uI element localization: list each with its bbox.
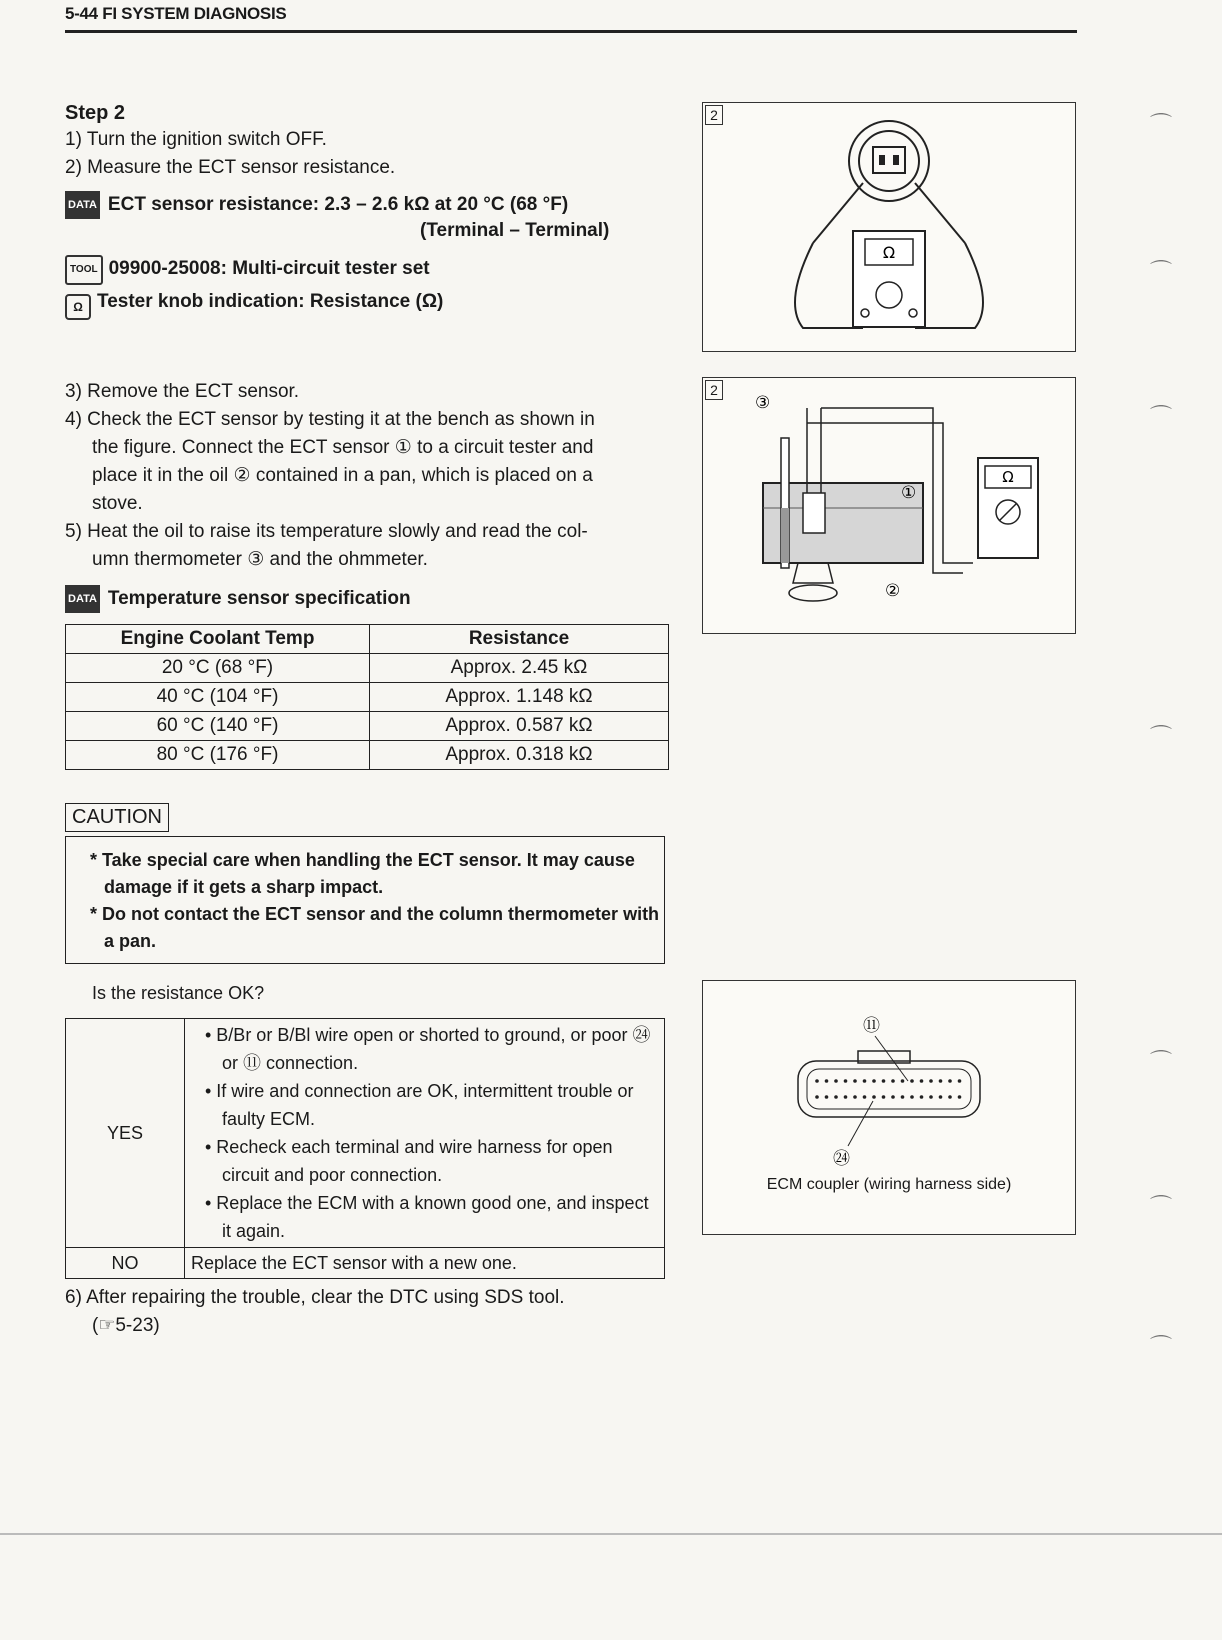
- list-item: • B/Br or B/Bl wire open or shorted to ground, or poor ㉔ or ⑪ connection.: [205, 1025, 651, 1073]
- temp-cell: 80 °C (176 °F): [66, 741, 370, 770]
- table-row: [66, 741, 669, 770]
- resistance-line-2: (Terminal – Terminal): [420, 220, 610, 241]
- data-badge: DATA: [65, 191, 100, 219]
- temp-cell: 40 °C (104 °F): [66, 683, 370, 712]
- coupler-pin: [815, 1079, 819, 1083]
- step3: 3) Remove the ECT sensor.: [65, 381, 300, 402]
- coupler-pin: [853, 1095, 857, 1099]
- coupler-pin: [901, 1095, 905, 1099]
- pin-grid: [815, 1079, 961, 1099]
- step5-line-1: 5) Heat the oil to raise its temperature slowly and read the col-: [65, 521, 588, 542]
- coupler-pin: [872, 1079, 876, 1083]
- step4-line-1: 4) Check the ECT sensor by testing it at the bench as shown in: [65, 409, 595, 430]
- coupler-pin: [825, 1095, 829, 1099]
- coupler-pin: [882, 1095, 886, 1099]
- tool-line: 09900-25008: Multi-circuit tester set: [108, 258, 430, 279]
- step2-item-2: 2) Measure the ECT sensor resistance.: [65, 157, 396, 178]
- coupler-pin: [872, 1095, 876, 1099]
- resistance-cell: Approx. 0.587 kΩ: [370, 712, 669, 741]
- question-text: Is the resistance OK?: [92, 983, 265, 1003]
- label-1: ①: [901, 483, 917, 503]
- figure-caption: ECM coupler (wiring harness side): [766, 1176, 1012, 1193]
- coupler-pin: [891, 1095, 895, 1099]
- temp-cell: 20 °C (68 °F): [66, 654, 370, 683]
- coupler-pin: [844, 1079, 848, 1083]
- ohm-symbol: Ω: [882, 243, 896, 262]
- temp-cell: 60 °C (140 °F): [66, 712, 370, 741]
- step5-line-2: umn thermometer ③ and the ohmmeter.: [92, 549, 428, 570]
- list-item: • Replace the ECM with a known good one, and inspect it again.: [205, 1193, 649, 1241]
- figure-number: 2: [705, 380, 723, 400]
- list-item: • Recheck each terminal and wire harness for open circuit and poor connection.: [205, 1137, 613, 1185]
- coupler-pin: [882, 1079, 886, 1083]
- caution-label: CAUTION: [65, 803, 169, 832]
- table-row: [66, 1019, 665, 1248]
- coupler-pin: [939, 1095, 943, 1099]
- figure-bench-test: [702, 377, 1076, 634]
- no-label: NO: [66, 1248, 185, 1279]
- figure-resistance-measurement: [702, 102, 1076, 352]
- figure-number: 2: [705, 105, 723, 125]
- list-item: • If wire and connection are OK, intermittent trouble or faulty ECM.: [205, 1081, 634, 1129]
- result-table: [65, 1018, 665, 1279]
- caution-item: * Take special care when handling the ECT sensor. It may cause damage if it gets a sharp impact.: [90, 850, 635, 897]
- step6-line-2: (☞5-23): [92, 1315, 160, 1336]
- ohm-symbol: Ω: [1002, 468, 1014, 486]
- caution-box: [65, 836, 665, 964]
- temp-spec-text: Temperature sensor specification: [107, 588, 411, 609]
- margin-mark: ⌒: [1150, 1049, 1173, 1074]
- margin-mark: ⌒: [1150, 259, 1173, 284]
- coupler-pin: [863, 1079, 867, 1083]
- label-11: ⑪: [863, 1016, 880, 1036]
- step6-line-1: 6) After repairing the trouble, clear the DTC using SDS tool.: [65, 1287, 565, 1308]
- step2-item-1: 1) Turn the ignition switch OFF.: [65, 129, 327, 150]
- figure-ecm-coupler: [702, 980, 1076, 1235]
- coupler-pin: [825, 1079, 829, 1083]
- table-header: Resistance: [370, 625, 669, 654]
- margin-mark: ⌒: [1150, 724, 1173, 749]
- knob-line: Tester knob indication: Resistance (Ω): [97, 291, 444, 312]
- margin-mark: ⌒: [1150, 112, 1173, 137]
- caution-item: * Do not contact the ECT sensor and the column thermometer with a pan.: [90, 904, 660, 951]
- step4-line-3: place it in the oil ② contained in a pan, which is placed on a: [92, 465, 593, 486]
- coupler-pin: [948, 1095, 952, 1099]
- tool-spec: [65, 255, 430, 285]
- knob-spec: [65, 290, 443, 320]
- resistance-line-1: ECT sensor resistance: 2.3 – 2.6 kΩ at 20 °C (68 °F): [107, 194, 569, 215]
- label-2: ②: [885, 581, 901, 601]
- label-24: ㉔: [833, 1149, 850, 1169]
- margin-mark: ⌒: [1150, 1334, 1173, 1359]
- coupler-pin: [815, 1095, 819, 1099]
- coupler-pin: [853, 1079, 857, 1083]
- resistance-cell: Approx. 1.148 kΩ: [370, 683, 669, 712]
- table-row: [66, 712, 669, 741]
- coupler-pin: [901, 1079, 905, 1083]
- table-header: Engine Coolant Temp: [66, 625, 370, 654]
- page-bottom-line: [0, 1533, 1222, 1535]
- margin-mark: ⌒: [1150, 1194, 1173, 1219]
- coupler-pin: [929, 1079, 933, 1083]
- coupler-pin: [834, 1079, 838, 1083]
- coupler-pin: [958, 1095, 962, 1099]
- tool-badge: TOOL: [65, 255, 103, 285]
- ecm-coupler-diagram: [703, 981, 1075, 1181]
- no-action: Replace the ECT sensor with a new one.: [185, 1248, 665, 1279]
- coupler-pin: [910, 1079, 914, 1083]
- ect-resistance-spec: [65, 191, 568, 219]
- resistance-cell: Approx. 2.45 kΩ: [370, 654, 669, 683]
- step4-line-2: the figure. Connect the ECT sensor ① to a circuit tester and: [92, 437, 594, 458]
- coupler-pin: [958, 1079, 962, 1083]
- margin-mark: ⌒: [1150, 404, 1173, 429]
- coupler-pin: [920, 1079, 924, 1083]
- coupler-pin: [834, 1095, 838, 1099]
- bench-test-diagram: [703, 378, 1075, 633]
- coupler-pin: [891, 1079, 895, 1083]
- yes-label: YES: [66, 1019, 185, 1248]
- coupler-pin: [863, 1095, 867, 1099]
- coupler-pin: [948, 1079, 952, 1083]
- tester-knob-icon: Ω: [65, 294, 91, 320]
- sensor-tester-diagram: [703, 103, 1075, 351]
- data-badge: DATA: [65, 585, 100, 613]
- coupler-pin: [844, 1095, 848, 1099]
- coupler-pin: [929, 1095, 933, 1099]
- coupler-pin: [910, 1095, 914, 1099]
- step2-title: Step 2: [65, 102, 126, 124]
- resistance-cell: Approx. 0.318 kΩ: [370, 741, 669, 770]
- coupler-pin: [920, 1095, 924, 1099]
- label-3: ③: [755, 393, 771, 413]
- table-row: [66, 683, 669, 712]
- coupler-pin: [939, 1079, 943, 1083]
- step4-line-4: stove.: [92, 493, 143, 514]
- temp-spec-title: [65, 585, 411, 613]
- yes-actions: [185, 1019, 665, 1248]
- page-header: 5-44 FI SYSTEM DIAGNOSIS: [65, 4, 1077, 33]
- table-row: [66, 1248, 665, 1279]
- temperature-spec-table: [65, 624, 669, 770]
- table-row: [66, 654, 669, 683]
